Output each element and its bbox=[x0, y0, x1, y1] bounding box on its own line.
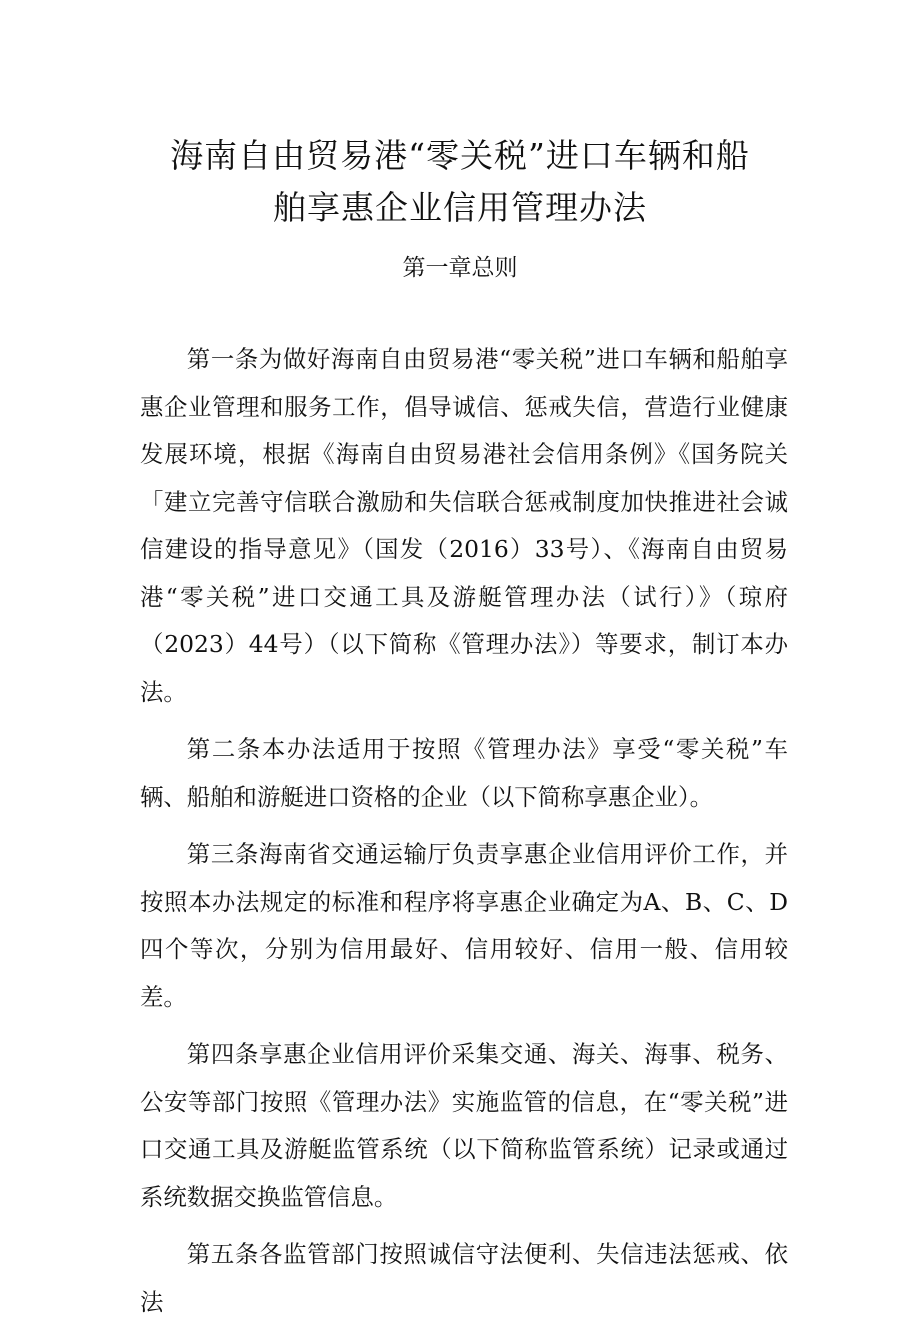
chapter-heading: 第一章总则 bbox=[402, 255, 518, 281]
title-line-2: 舶享惠企业信用管理办法 bbox=[273, 188, 647, 228]
article-4: 第四条享惠企业信用评价采集交通、海关、海事、税务、公安等部门按照《管理办法》实施监管的信息，在“零关税”进口交通工具及游艇监管系统（以下简称监管系统）记录或通过系统数据交换监管信息。 bbox=[140, 1040, 788, 1211]
document-body bbox=[140, 336, 788, 1336]
article-2: 第二条本办法适用于按照《管理办法》享受“零关税”车辆、船舶和游艇进口资格的企业（以下简称享惠企业）。 bbox=[140, 735, 788, 811]
article-3: 第三条海南省交通运输厅负责享惠企业信用评价工作，并按照本办法规定的标准和程序将享惠企业确定为A、B、C、D四个等次，分别为信用最好、信用较好、信用一般、信用较差。 bbox=[140, 840, 788, 1011]
article-1: 第一条为做好海南自由贸易港“零关税”进口车辆和船舶享惠企业管理和服务工作，倡导诚信、惩戒失信，营造行业健康发展环境，根据《海南自由贸易港社会信用条例》《国务院关「建立完善守信联合激励和失信联合惩戒制度加快推进社会诚信建设的指导意见》（国发（2016）33号）、《海南自由贸易港“零关税”进口交通工具及游艇管理办法（试行）》（琼府（2023）44号）（以下简称《管理办法》）等要求，制订本办法。 bbox=[140, 345, 788, 706]
title-line-1: 海南自由贸易港“零关税”进口车辆和船 bbox=[170, 136, 750, 176]
document-title bbox=[120, 130, 800, 234]
article-5: 第五条各监管部门按照诚信守法便利、失信违法惩戒、依法 bbox=[140, 1240, 788, 1316]
